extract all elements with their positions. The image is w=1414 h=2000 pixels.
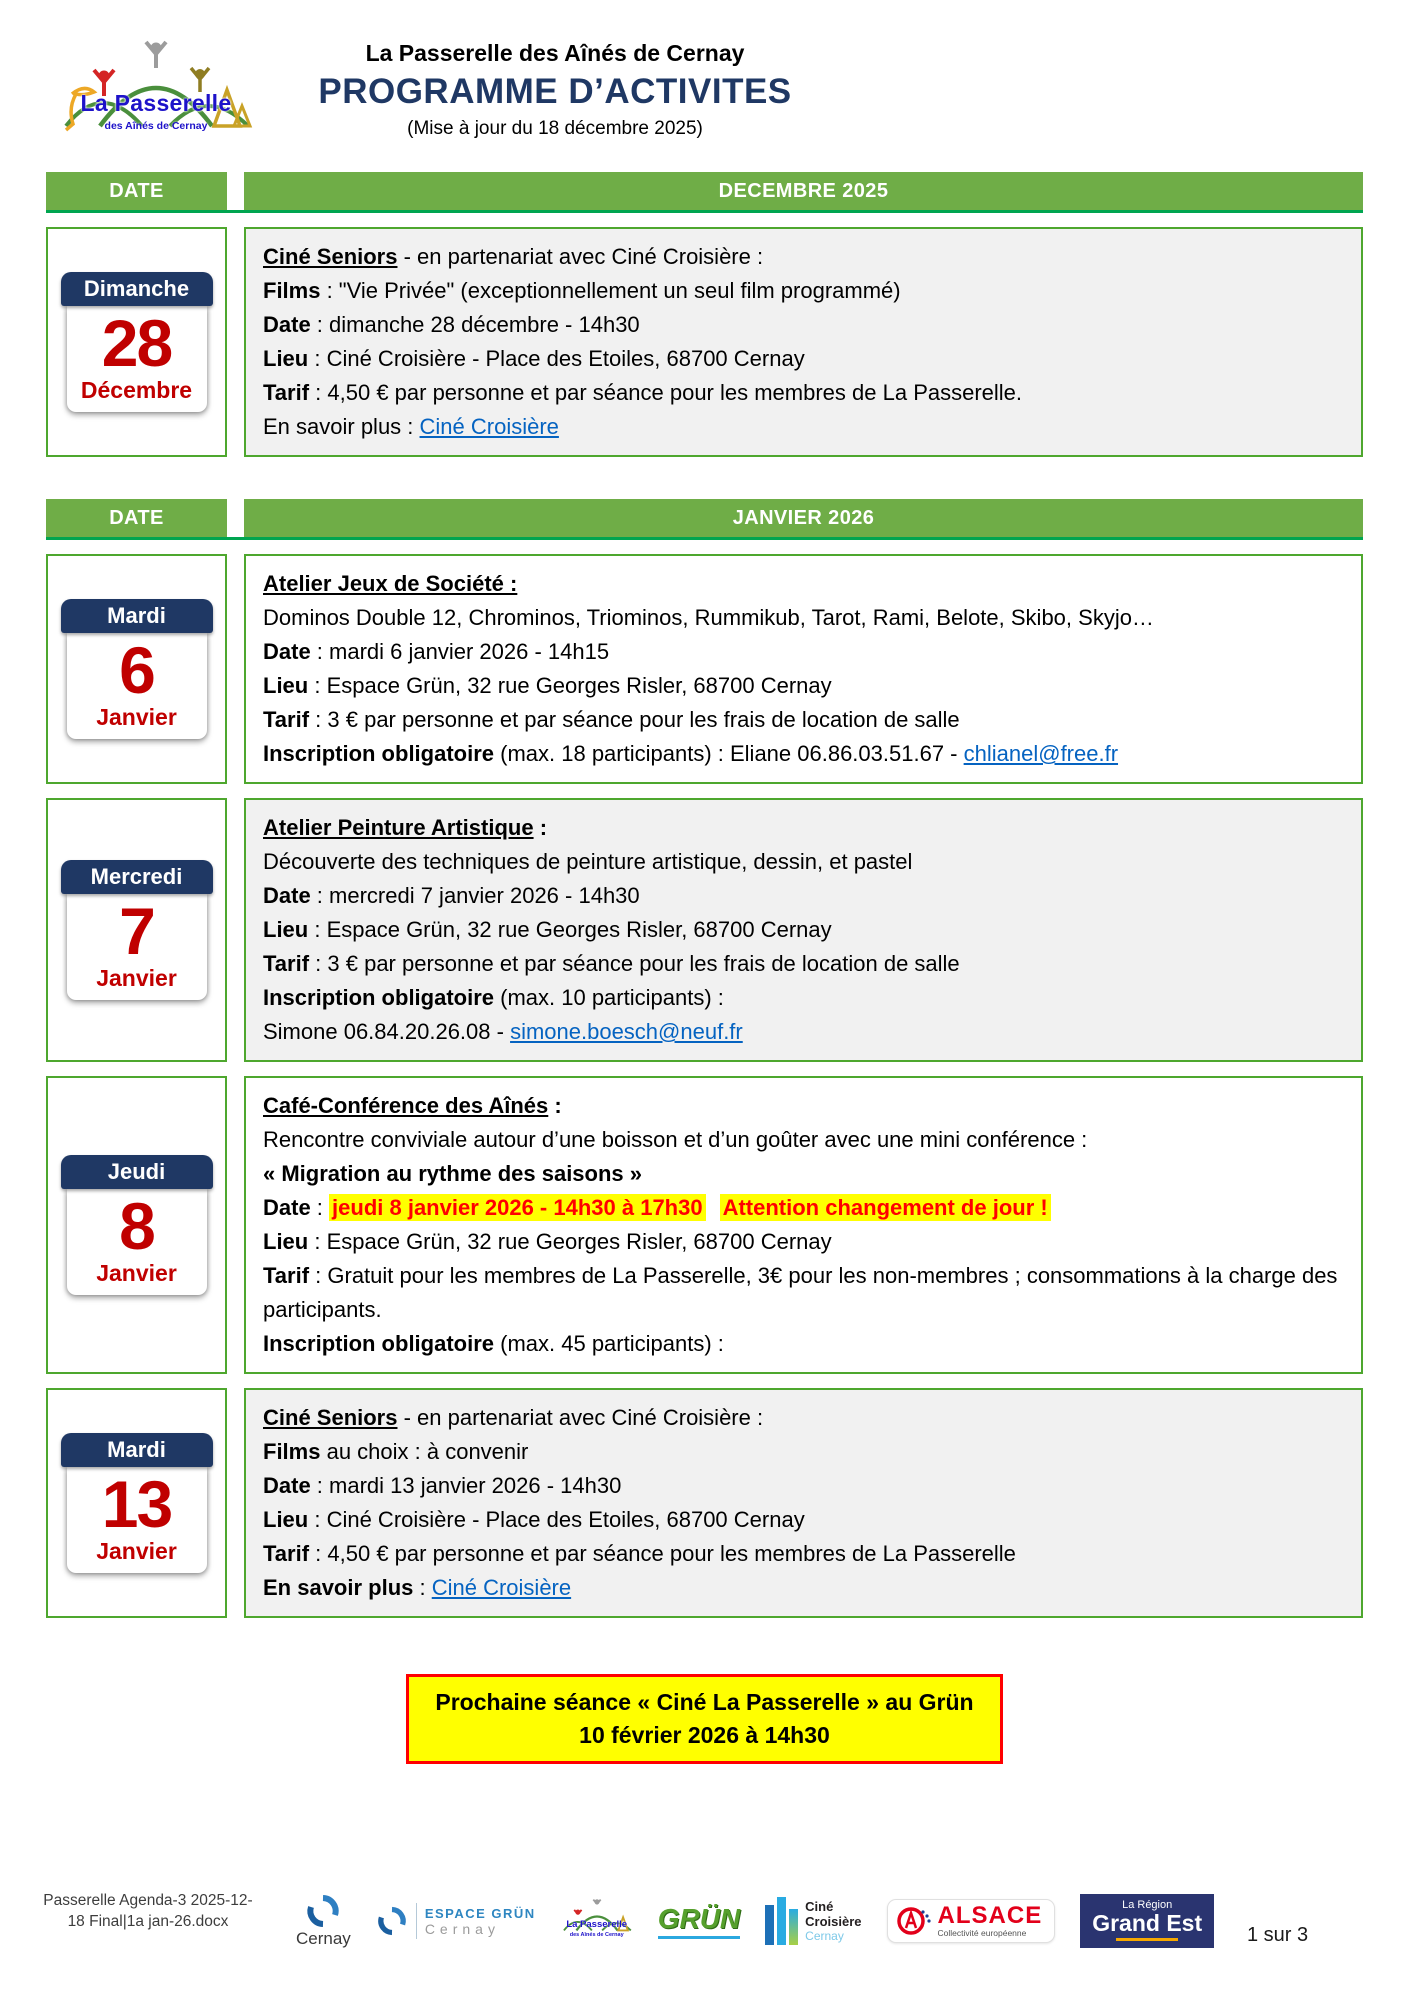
event-title-line bbox=[263, 240, 1345, 274]
event-title-rest: : bbox=[548, 1093, 562, 1118]
event-title: Café-Conférence des Aînés bbox=[263, 1093, 549, 1118]
event-details-8-janvier bbox=[244, 1076, 1363, 1374]
cernay-logo-icon bbox=[305, 1894, 341, 1928]
date-separator: : bbox=[310, 1195, 330, 1220]
espace-grun-line2: Cernay bbox=[424, 1920, 500, 1937]
inscription-label: Inscription obligatoire bbox=[263, 741, 495, 766]
calendar-number: 28 bbox=[101, 306, 172, 380]
films-line bbox=[263, 274, 1345, 308]
tarif-line bbox=[263, 1537, 1345, 1571]
cine-croisiere-bars-icon bbox=[765, 1897, 798, 1945]
notice-line2: 10 février 2026 à 14h30 bbox=[579, 1722, 830, 1748]
cernay-logo-label: Cernay bbox=[296, 1928, 351, 1948]
highlighted-date: jeudi 8 janvier 2026 - 14h30 à 17h30 bbox=[329, 1194, 706, 1221]
grand-est-underline bbox=[1116, 1938, 1178, 1941]
lieu-line bbox=[263, 1225, 1345, 1259]
lieu-text: : Espace Grün, 32 rue Georges Risler, 68700 Cernay bbox=[308, 917, 832, 942]
header bbox=[0, 0, 1414, 172]
films-text: au choix : à convenir bbox=[320, 1439, 529, 1464]
tarif-label: Tarif bbox=[263, 380, 310, 405]
inscription-text: (max. 45 participants) : bbox=[494, 1331, 724, 1356]
more-label: En savoir plus bbox=[263, 1575, 414, 1600]
date-line bbox=[263, 1469, 1345, 1503]
month-header-janvier: JANVIER 2026 bbox=[244, 499, 1363, 537]
inscription-line bbox=[263, 1327, 1345, 1361]
alsace-name: ALSACE bbox=[937, 1902, 1043, 1929]
tarif-text: : 4,50 € par personne et par séance pour les membres de La Passerelle bbox=[309, 1541, 1016, 1566]
films-line bbox=[263, 1435, 1345, 1469]
calendar-month: Janvier bbox=[96, 704, 177, 730]
grand-est-line2: Grand Est bbox=[1092, 1910, 1203, 1936]
event-title: Ciné Seniors bbox=[263, 244, 398, 269]
lieu-text: : Espace Grün, 32 rue Georges Risler, 68700 Cernay bbox=[308, 1229, 832, 1254]
description-line: Dominos Double 12, Chrominos, Triominos, Rummikub, Tarot, Rami, Belote, Skibo, Skyjo… bbox=[263, 605, 1154, 630]
logo-subtitle: des Aînés de Cernay bbox=[104, 120, 208, 132]
lieu-label: Lieu bbox=[263, 346, 309, 371]
passerelle-mini-name: La Passerelle bbox=[566, 1919, 628, 1930]
date-label: Date bbox=[263, 639, 311, 664]
event-title: Atelier Peinture Artistique bbox=[263, 815, 534, 840]
espace-grun-logo-icon bbox=[376, 1906, 408, 1936]
logo-name: La Passerelle bbox=[80, 90, 232, 116]
date-card-28-decembre bbox=[46, 227, 227, 457]
logo-divider bbox=[416, 1903, 417, 1939]
contact-line bbox=[263, 1015, 1345, 1049]
email-link[interactable]: simone.boesch@neuf.fr bbox=[510, 1019, 743, 1044]
calendar-graphic bbox=[61, 1433, 213, 1573]
event-row-7-janvier bbox=[46, 798, 1363, 1062]
email-link[interactable]: chlianel@free.fr bbox=[963, 741, 1119, 766]
date-line bbox=[263, 1191, 1345, 1225]
more-line bbox=[263, 1571, 1345, 1605]
section-header-janvier bbox=[46, 499, 1363, 540]
cine-croisiere-link[interactable]: Ciné Croisière bbox=[419, 414, 559, 439]
schedule bbox=[46, 172, 1363, 1618]
event-title: Ciné Seniors bbox=[263, 1405, 398, 1430]
topic-line: « Migration au rythme des saisons » bbox=[263, 1161, 643, 1186]
contact-text: Simone 06.84.20.26.08 - bbox=[263, 1019, 511, 1044]
calendar-month: Décembre bbox=[80, 377, 193, 403]
event-title: Atelier Jeux de Société : bbox=[263, 571, 518, 596]
espace-grun-logo bbox=[376, 1903, 536, 1939]
tarif-label: Tarif bbox=[263, 1263, 310, 1288]
tarif-text: : 3 € par personne et par séance pour les frais de location de salle bbox=[309, 951, 960, 976]
event-title-line bbox=[263, 811, 1345, 845]
section-header-decembre bbox=[46, 172, 1363, 213]
tarif-text: : Gratuit pour les membres de La Passerelle, 3€ pour les non-membres ; consommations à la charge des participants. bbox=[263, 1263, 1338, 1322]
highlighted-warning: Attention changement de jour ! bbox=[720, 1194, 1051, 1221]
event-row-28-decembre bbox=[46, 227, 1363, 457]
calendar-body bbox=[67, 894, 207, 1000]
date-card-13-janvier bbox=[46, 1388, 227, 1618]
tarif-line bbox=[263, 703, 1345, 737]
alsace-logo bbox=[887, 1899, 1056, 1943]
calendar-day: Mercredi bbox=[61, 860, 213, 894]
date-text: : mardi 13 janvier 2026 - 14h30 bbox=[310, 1473, 622, 1498]
date-card-7-janvier bbox=[46, 798, 227, 1062]
alsace-a-icon bbox=[896, 1905, 932, 1937]
inscription-line bbox=[263, 981, 1345, 1015]
passerelle-mini-sub: des Aînés de Cernay bbox=[569, 1932, 624, 1938]
tarif-text: : 4,50 € par personne et par séance pour les membres de La Passerelle. bbox=[309, 380, 1023, 405]
description-line: Rencontre conviviale autour d’une boisson et d’un goûter avec une mini conférence : bbox=[263, 1127, 1088, 1152]
calendar-body bbox=[67, 1189, 207, 1295]
cine-line3: Cernay bbox=[805, 1928, 844, 1943]
tarif-line bbox=[263, 947, 1345, 981]
lieu-line bbox=[263, 1503, 1345, 1537]
films-label: Films bbox=[263, 1439, 321, 1464]
cine-croisiere-link[interactable]: Ciné Croisière bbox=[431, 1575, 572, 1600]
more-prefix: En savoir plus : bbox=[263, 414, 420, 439]
date-column-header: DATE bbox=[46, 499, 227, 537]
event-row-6-janvier bbox=[46, 554, 1363, 784]
tarif-line bbox=[263, 1259, 1345, 1327]
grand-est-line1: La Région bbox=[1122, 1899, 1173, 1911]
event-title-rest: - en partenariat avec Ciné Croisière : bbox=[397, 1405, 764, 1430]
cine-line2: Croisière bbox=[805, 1913, 862, 1929]
date-line bbox=[263, 879, 1345, 913]
date-text: : dimanche 28 décembre - 14h30 bbox=[310, 312, 640, 337]
calendar-month: Janvier bbox=[96, 1538, 177, 1564]
calendar-number: 13 bbox=[101, 1467, 172, 1541]
page-title: PROGRAMME D’ACTIVITES bbox=[318, 72, 792, 111]
date-card-8-janvier bbox=[46, 1076, 227, 1374]
tarif-label: Tarif bbox=[263, 951, 310, 976]
inscription-label: Inscription obligatoire bbox=[263, 985, 495, 1010]
more-separator: : bbox=[413, 1575, 432, 1600]
lieu-line bbox=[263, 669, 1345, 703]
lieu-text: : Ciné Croisière - Place des Etoiles, 68700 Cernay bbox=[308, 1507, 805, 1532]
date-line bbox=[263, 308, 1345, 342]
date-column-header: DATE bbox=[46, 172, 227, 210]
grun-logo: GRÜN bbox=[658, 1903, 740, 1939]
cine-line1: Ciné bbox=[805, 1898, 834, 1914]
date-text: : mercredi 7 janvier 2026 - 14h30 bbox=[310, 883, 640, 908]
event-details-6-janvier bbox=[244, 554, 1363, 784]
calendar-day: Dimanche bbox=[61, 272, 213, 306]
calendar-graphic bbox=[61, 1155, 213, 1295]
date-text: : mardi 6 janvier 2026 - 14h15 bbox=[310, 639, 610, 664]
calendar-number: 8 bbox=[119, 1189, 154, 1263]
tarif-label: Tarif bbox=[263, 707, 310, 732]
espace-grun-text bbox=[425, 1906, 536, 1937]
grand-est-logo bbox=[1080, 1894, 1214, 1948]
inscription-text: (max. 18 participants) : Eliane 06.86.03.51.67 - bbox=[494, 741, 964, 766]
title-block bbox=[0, 40, 1110, 140]
calendar-day: Mardi bbox=[61, 599, 213, 633]
filename-line1: Passerelle Agenda-3 2025-12- bbox=[43, 1892, 253, 1909]
lieu-line bbox=[263, 342, 1345, 376]
films-label: Films bbox=[263, 278, 321, 303]
date-card-6-janvier bbox=[46, 554, 227, 784]
org-title: La Passerelle des Aînés de Cernay bbox=[365, 40, 745, 66]
calendar-day: Jeudi bbox=[61, 1155, 213, 1189]
event-row-8-janvier bbox=[46, 1076, 1363, 1374]
event-title-rest: : bbox=[533, 815, 548, 840]
notice-wrapper bbox=[46, 1674, 1363, 1764]
tarif-line bbox=[263, 376, 1345, 410]
date-label: Date bbox=[263, 883, 311, 908]
calendar-month: Janvier bbox=[96, 965, 177, 991]
event-row-13-janvier bbox=[46, 1388, 1363, 1618]
calendar-number: 6 bbox=[119, 633, 154, 707]
lieu-label: Lieu bbox=[263, 673, 309, 698]
event-title-line bbox=[263, 1401, 1345, 1435]
films-text: : "Vie Privée" (exceptionnellement un seul film programmé) bbox=[320, 278, 901, 303]
cernay-logo bbox=[296, 1894, 351, 1949]
lieu-label: Lieu bbox=[263, 917, 309, 942]
lieu-text: : Espace Grün, 32 rue Georges Risler, 68700 Cernay bbox=[308, 673, 832, 698]
espace-grun-line1: ESPACE GRÜN bbox=[424, 1905, 536, 1921]
date-line bbox=[263, 635, 1345, 669]
lieu-text: : Ciné Croisière - Place des Etoiles, 68700 Cernay bbox=[308, 346, 805, 371]
alsace-text bbox=[938, 1904, 1043, 1938]
date-label: Date bbox=[263, 312, 311, 337]
filename-line2: 18 Final|1a jan-26.docx bbox=[67, 1913, 229, 1930]
cine-croisiere-logo bbox=[765, 1897, 861, 1945]
calendar-number: 7 bbox=[119, 894, 154, 968]
date-label: Date bbox=[263, 1473, 311, 1498]
partner-logos bbox=[296, 1882, 1214, 1960]
alsace-sub: Collectivité européenne bbox=[937, 1928, 1027, 1938]
next-session-notice bbox=[406, 1674, 1002, 1764]
lieu-label: Lieu bbox=[263, 1507, 309, 1532]
calendar-graphic bbox=[61, 860, 213, 1000]
more-line bbox=[263, 410, 1345, 444]
calendar-graphic bbox=[61, 599, 213, 739]
document-filename bbox=[38, 1890, 258, 1932]
cine-croisiere-text bbox=[805, 1899, 861, 1944]
footer bbox=[0, 1876, 1414, 1986]
event-title-rest: - en partenariat avec Ciné Croisière : bbox=[397, 244, 764, 269]
calendar-body bbox=[67, 1467, 207, 1573]
tarif-text: : 3 € par personne et par séance pour les frais de location de salle bbox=[309, 707, 960, 732]
calendar-month: Janvier bbox=[96, 1260, 177, 1286]
lieu-line bbox=[263, 913, 1345, 947]
event-details-7-janvier bbox=[244, 798, 1363, 1062]
passerelle-mini-logo bbox=[561, 1895, 633, 1947]
calendar-body bbox=[67, 306, 207, 412]
event-details-28-decembre bbox=[244, 227, 1363, 457]
calendar-day: Mardi bbox=[61, 1433, 213, 1467]
event-title-line bbox=[263, 1089, 1345, 1123]
page-indicator: 1 sur 3 bbox=[1247, 1924, 1309, 1946]
calendar-body bbox=[67, 633, 207, 739]
event-details-13-janvier bbox=[244, 1388, 1363, 1618]
lieu-label: Lieu bbox=[263, 1229, 309, 1254]
notice-line1: Prochaine séance « Ciné La Passerelle » au Grün bbox=[435, 1689, 974, 1715]
inscription-label: Inscription obligatoire bbox=[263, 1331, 495, 1356]
tarif-label: Tarif bbox=[263, 1541, 310, 1566]
update-subtitle: (Mise à jour du 18 décembre 2025) bbox=[407, 118, 703, 139]
month-header-decembre: DECEMBRE 2025 bbox=[244, 172, 1363, 210]
description-line: Découverte des techniques de peinture artistique, dessin, et pastel bbox=[263, 849, 913, 874]
event-title-line bbox=[263, 567, 1345, 601]
date-label: Date bbox=[263, 1195, 311, 1220]
inscription-line bbox=[263, 737, 1345, 771]
calendar-graphic bbox=[61, 272, 213, 412]
inscription-text: (max. 10 participants) : bbox=[494, 985, 724, 1010]
